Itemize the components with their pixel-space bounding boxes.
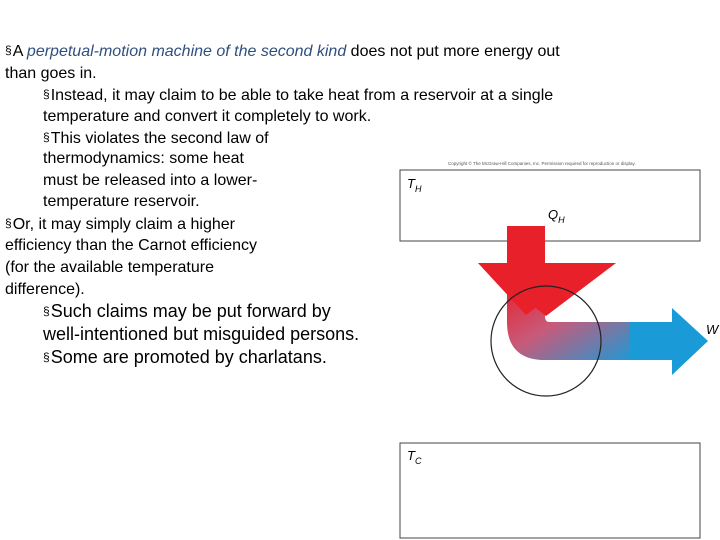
copyright-notice: Copyright © The McGraw-Hill Companies, Inc. Permission required for reproduction or display. [448, 161, 636, 166]
bullet-2-line-3: (for the available temperature [5, 259, 214, 276]
subbullet-4-line-1 [43, 346, 327, 368]
bullet-1-prefix: A [12, 43, 27, 60]
bullet-marker: § [5, 216, 12, 230]
bullet-marker: § [43, 87, 50, 101]
cold-reservoir [400, 443, 700, 538]
subbullet-2-line-4: temperature reservoir. [43, 193, 200, 210]
subbullet-2-line-2: thermodynamics: some heat [43, 150, 244, 167]
subbullet-1-line-1 [43, 84, 553, 106]
subbullet-3-text: Such claims may be put forward by [50, 301, 331, 321]
bullet-2-line-4: difference). [5, 281, 85, 298]
heat-engine-diagram [380, 150, 720, 540]
bullet-marker: § [43, 304, 50, 318]
hot-reservoir [400, 170, 700, 241]
bullet-2-line-2: efficiency than the Carnot efficiency [5, 237, 257, 254]
work-arrow [630, 308, 708, 375]
work-label: W [706, 322, 719, 337]
subbullet-2-line-3: must be released into a lower- [43, 172, 258, 189]
heat-arrow-head [478, 263, 616, 316]
subbullet-2-line-1 [43, 127, 269, 149]
heat-arrow-shaft [507, 226, 545, 266]
hot-reservoir-label: $T_H$ [407, 176, 422, 194]
subbullet-1-line-2: temperature and convert it completely to work. [43, 108, 372, 125]
cold-reservoir-label: $T_C$ [407, 448, 422, 466]
bullet-1-line-1 [5, 40, 560, 62]
subbullet-2-text: This violates the second law of [50, 130, 269, 147]
bullet-marker: § [5, 43, 12, 57]
bullet-1-rest: does not put more energy out [346, 43, 560, 60]
subbullet-4-text: Some are promoted by charlatans. [50, 347, 327, 367]
bullet-1-line-2: than goes in. [5, 65, 97, 82]
bullet-marker: § [43, 130, 50, 144]
subbullet-1-text: Instead, it may claim to be able to take heat from a reservoir at a single [50, 87, 554, 104]
bullet-marker: § [43, 350, 50, 364]
subbullet-3-line-1 [43, 300, 331, 322]
bullet-2-line-1 [5, 213, 235, 235]
heat-input-label: $Q_H$ [548, 207, 565, 225]
bullet-2-text: Or, it may simply claim a higher [12, 216, 235, 233]
bullet-1-emphasis: perpetual-motion machine of the second kind [26, 43, 347, 60]
subbullet-3-line-2: well-intentioned but misguided persons. [43, 324, 360, 344]
